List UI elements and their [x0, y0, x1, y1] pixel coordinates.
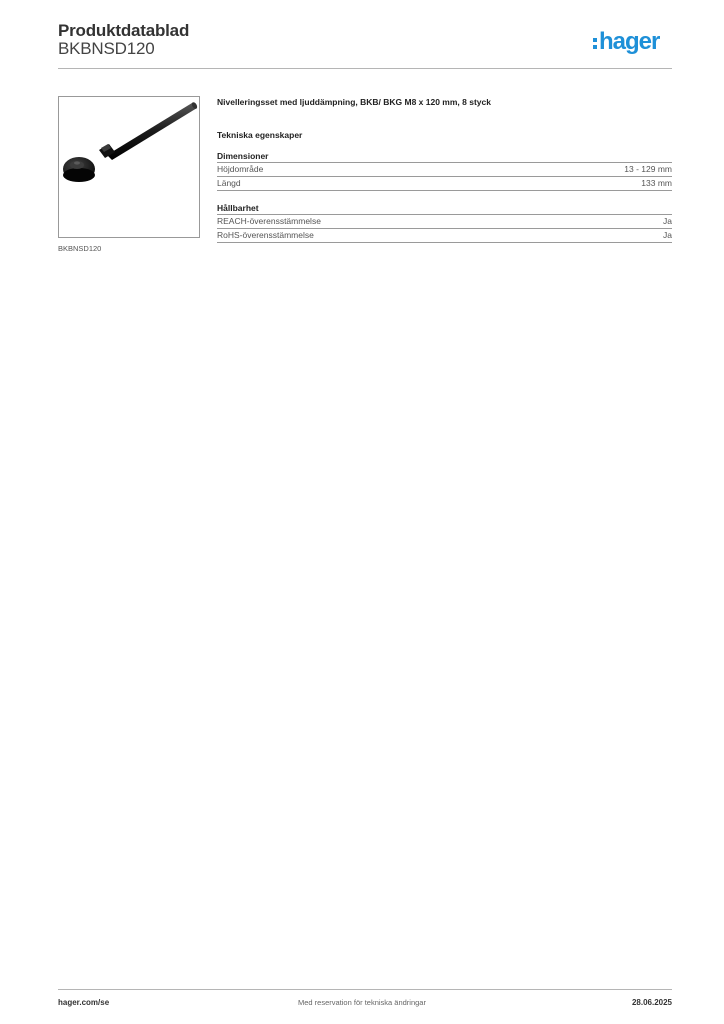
logo-dots-icon: [593, 37, 597, 51]
spec-row: [217, 163, 672, 177]
page-title: Produktdatablad: [58, 21, 190, 40]
spec-label: Längd: [217, 178, 241, 188]
spec-value: 13 - 129 mm: [624, 164, 672, 174]
section-title-hallbarhet: Hållbarhet: [217, 202, 672, 215]
product-image: [58, 96, 200, 238]
product-details: [217, 96, 672, 243]
footer-notice: Med reservation för tekniska ändringar: [298, 998, 426, 1007]
footer-date: 28.06.2025: [631, 998, 672, 1007]
logo-text: hager: [599, 28, 660, 55]
leveling-foot-icon: [59, 97, 199, 237]
product-code: BKBNSD120: [58, 39, 155, 58]
spec-value: 133 mm: [641, 178, 672, 188]
spec-row: [217, 177, 672, 191]
spec-value: Ja: [663, 230, 672, 240]
product-description: Nivelleringsset med ljuddämpning, BKB/ BKG M8 x 120 mm, 8 styck: [217, 97, 491, 107]
image-caption: BKBNSD120: [58, 244, 102, 253]
spec-label: RoHS-överensstämmelse: [217, 230, 314, 240]
footer-website-link[interactable]: hager.com/se: [58, 998, 110, 1007]
spec-label: Höjdområde: [217, 164, 264, 174]
spec-value: Ja: [663, 216, 672, 226]
specs-heading: Tekniska egenskaper: [217, 130, 303, 140]
section-title-dimensioner: Dimensioner: [217, 150, 672, 163]
hager-logo[interactable]: [593, 28, 659, 56]
footer-divider: [58, 989, 672, 990]
header-divider: [58, 68, 672, 69]
spec-row: [217, 215, 672, 229]
spec-row: [217, 229, 672, 243]
spec-label: REACH-överensstämmelse: [217, 216, 321, 226]
